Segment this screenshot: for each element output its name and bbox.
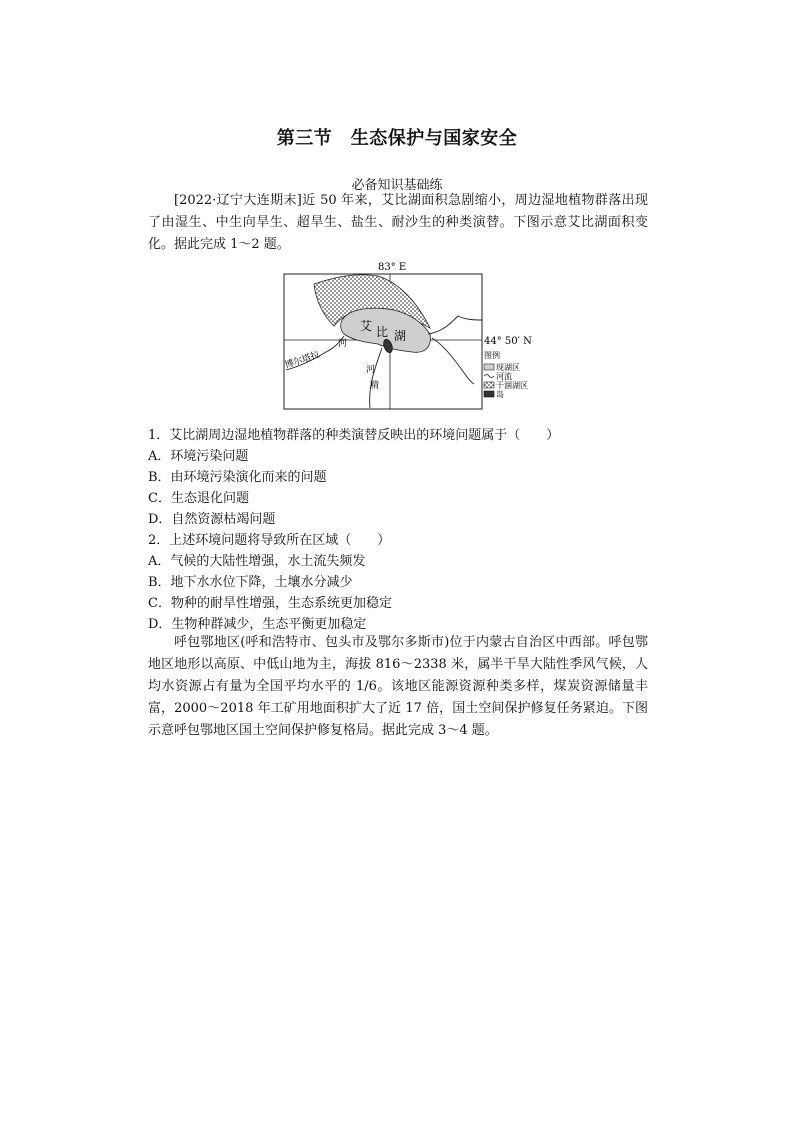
river-west-label: 博尔塔拉 [283, 350, 322, 371]
question-2-option-d: D．生物种群减少，生态平衡更加稳定 [148, 617, 367, 632]
river-kuitun [432, 338, 474, 384]
question-2-option-a: A．气候的大陆性增强，水土流失频发 [148, 554, 366, 569]
legend-swatch-island [484, 391, 494, 397]
river-east [428, 316, 482, 334]
question-1-option-b: B．由环境污染演化而来的问题 [148, 470, 327, 485]
lake-char-2: 比 [376, 325, 389, 339]
legend-label-river: 河流 [496, 372, 512, 381]
legend-label-current-lake: 现湖区 [496, 363, 520, 372]
section-heading: 必备知识基础练 [351, 178, 443, 193]
question-1-option-c: C．生态退化问题 [148, 491, 249, 506]
legend-label-dried-lake: 干涸湖区 [496, 381, 528, 390]
question-2-option-b: B．地下水水位下降，土壤水分减少 [148, 575, 353, 590]
page-title: 第三节 生态保护与国家安全 [276, 128, 518, 149]
question-1-option-a: A．环境污染问题 [148, 449, 249, 464]
question-1-option-d: D．自然资源枯竭问题 [148, 512, 276, 527]
latitude-label: 44° 50′ N [484, 336, 532, 347]
river-west-suffix-label: 河 [338, 339, 348, 349]
question-2-stem: 2．上述环境问题将导致所在区域（ ） [148, 533, 391, 548]
lake-char-3: 湖 [394, 329, 407, 343]
question-2-option-c: C．物种的耐旱性增强，生态系统更加稳定 [148, 596, 392, 611]
river-south-label-2: 精 [370, 381, 380, 391]
intro-paragraph-2: 呼包鄂地区(呼和浩特市、包头市及鄂尔多斯市)位于内蒙古自治区中西部。呼包鄂地区地形以高原、中低山地为主，海拔 816～2338 米，属半干旱大陆性季风气候，人均水资源占有量为全国平均水平的 1/6。该地区能源资源种类多样，煤炭资源储量丰富，2000～2018 年工矿用地面积扩大了近 17 倍，国土空间保护修复任务紧迫。下图示意呼包鄂地区国土空间保护修复格局。据此完成 3～4 题。 [148, 635, 648, 738]
legend-label-island: 岛 [496, 390, 504, 399]
question-1-stem: 1．艾比湖周边湿地植物群落的种类演替反映出的环境问题属于（ ） [148, 428, 560, 443]
legend-title: 图例 [484, 351, 500, 360]
river-jinghe [370, 348, 382, 408]
lake-char-1: 艾 [360, 319, 373, 333]
intro-paragraph-1: [2022·辽宁大连期末]近 50 年来，艾比湖面积急剧缩小，周边湿地植物群落出现了由湿生、中生向旱生、超旱生、盐生、耐沙生的种类演替。下图示意艾比湖面积变化。据此完成 1～2 题。 [148, 193, 648, 252]
river-south-label-1: 河 [366, 365, 376, 375]
longitude-label: 83° E [378, 262, 407, 273]
legend-swatch-current-lake [484, 364, 494, 370]
legend-swatch-river [484, 375, 494, 378]
legend-swatch-dried-lake [484, 382, 494, 388]
aibi-lake-map [282, 258, 552, 412]
